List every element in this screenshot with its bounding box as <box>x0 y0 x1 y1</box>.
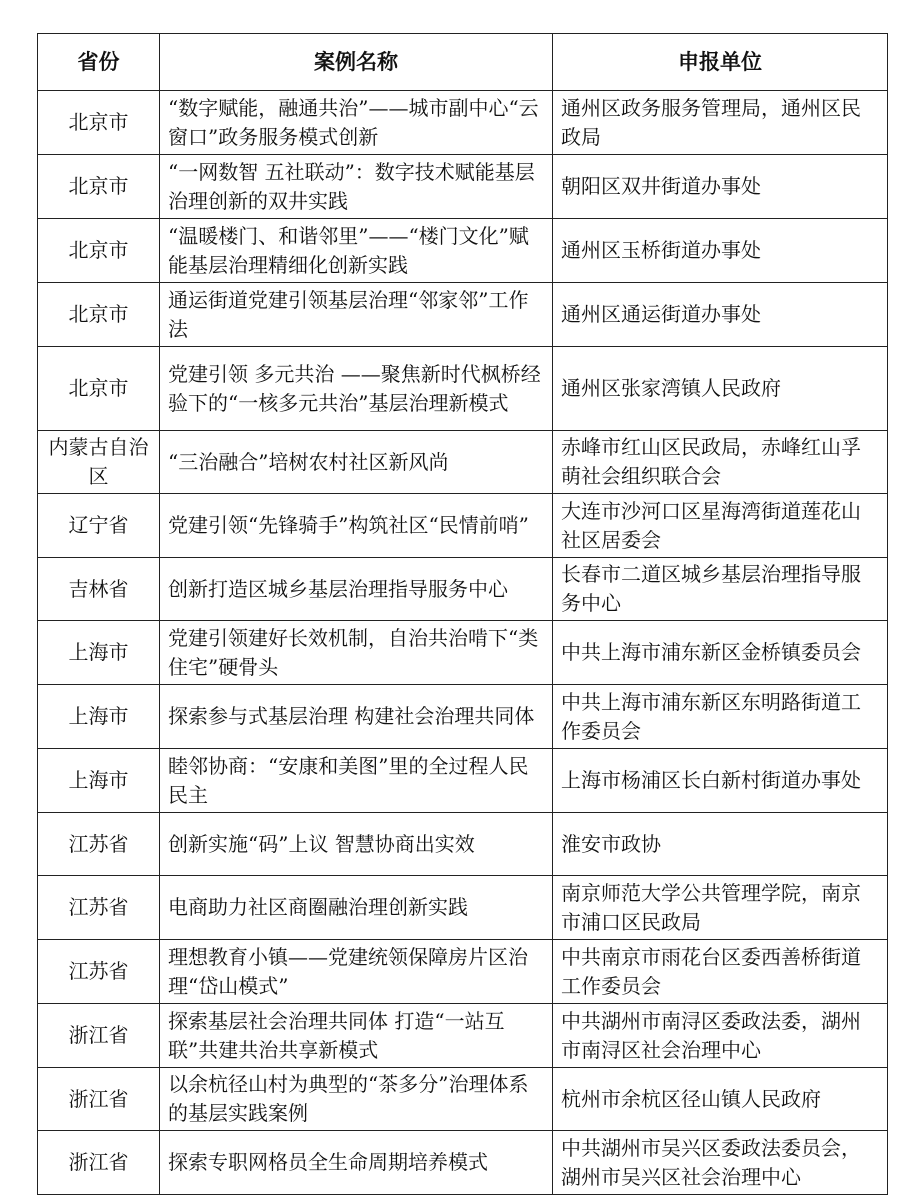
unit-cell: 淮安市政协 <box>553 813 888 876</box>
table-row <box>38 347 888 431</box>
case-name-cell: “一网数智 五社联动”：数字技术赋能基层治理创新的双井实践 <box>160 155 553 219</box>
table-row <box>38 283 888 347</box>
table-row <box>38 558 888 621</box>
province-cell: 浙江省 <box>38 1004 160 1068</box>
case-name-cell: 创新实施“码”上议 智慧协商出实效 <box>160 813 553 876</box>
unit-cell: 长春市二道区城乡基层治理指导服务中心 <box>553 558 888 621</box>
unit-cell: 大连市沙河口区星海湾街道莲花山社区居委会 <box>553 494 888 558</box>
unit-cell: 通州区政务服务管理局，通州区民政局 <box>553 91 888 155</box>
province-cell: 北京市 <box>38 155 160 219</box>
table-row <box>38 1131 888 1195</box>
table-row <box>38 813 888 876</box>
header-province: 省份 <box>38 34 160 91</box>
unit-cell: 中共湖州市南浔区委政法委，湖州市南浔区社会治理中心 <box>553 1004 888 1068</box>
unit-cell: 通州区玉桥街道办事处 <box>553 219 888 283</box>
case-name-cell: 党建引领建好长效机制，自治共治啃下“类住宅”硬骨头 <box>160 621 553 685</box>
case-name-cell: 通运街道党建引领基层治理“邻家邻”工作法 <box>160 283 553 347</box>
unit-cell: 中共上海市浦东新区金桥镇委员会 <box>553 621 888 685</box>
table-row <box>38 155 888 219</box>
province-cell: 辽宁省 <box>38 494 160 558</box>
table-row <box>38 431 888 494</box>
province-cell: 内蒙古自治区 <box>38 431 160 494</box>
table-row <box>38 876 888 940</box>
province-cell: 浙江省 <box>38 1131 160 1195</box>
case-name-cell: “数字赋能，融通共治”——城市副中心“云窗口”政务服务模式创新 <box>160 91 553 155</box>
unit-cell: 中共南京市雨花台区委西善桥街道工作委员会 <box>553 940 888 1004</box>
unit-cell: 通州区通运街道办事处 <box>553 283 888 347</box>
table-row <box>38 1068 888 1131</box>
province-cell: 北京市 <box>38 347 160 431</box>
table-row <box>38 219 888 283</box>
province-cell: 上海市 <box>38 749 160 813</box>
case-name-cell: 电商助力社区商圈融治理创新实践 <box>160 876 553 940</box>
unit-cell: 南京师范大学公共管理学院，南京市浦口区民政局 <box>553 876 888 940</box>
table-row <box>38 494 888 558</box>
table-row <box>38 685 888 749</box>
cases-table <box>37 33 888 1195</box>
province-cell: 北京市 <box>38 219 160 283</box>
unit-cell: 中共上海市浦东新区东明路街道工作委员会 <box>553 685 888 749</box>
unit-cell: 通州区张家湾镇人民政府 <box>553 347 888 431</box>
unit-cell: 中共湖州市吴兴区委政法委员会，湖州市吴兴区社会治理中心 <box>553 1131 888 1195</box>
table-header-row <box>38 34 888 91</box>
table-row <box>38 91 888 155</box>
unit-cell: 朝阳区双井街道办事处 <box>553 155 888 219</box>
table-row <box>38 940 888 1004</box>
unit-cell: 杭州市余杭区径山镇人民政府 <box>553 1068 888 1131</box>
province-cell: 江苏省 <box>38 876 160 940</box>
table-row <box>38 621 888 685</box>
province-cell: 江苏省 <box>38 813 160 876</box>
case-name-cell: 理想教育小镇——党建统领保障房片区治理“岱山模式” <box>160 940 553 1004</box>
unit-cell: 上海市杨浦区长白新村街道办事处 <box>553 749 888 813</box>
province-cell: 北京市 <box>38 283 160 347</box>
case-name-cell: 探索基层社会治理共同体 打造“一站互联”共建共治共享新模式 <box>160 1004 553 1068</box>
case-name-cell: “温暖楼门、和谐邻里”——“楼门文化”赋能基层治理精细化创新实践 <box>160 219 553 283</box>
case-name-cell: 探索参与式基层治理 构建社会治理共同体 <box>160 685 553 749</box>
province-cell: 上海市 <box>38 685 160 749</box>
province-cell: 吉林省 <box>38 558 160 621</box>
case-name-cell: 探索专职网格员全生命周期培养模式 <box>160 1131 553 1195</box>
header-case-name: 案例名称 <box>160 34 553 91</box>
province-cell: 北京市 <box>38 91 160 155</box>
unit-cell: 赤峰市红山区民政局，赤峰红山孚萌社会组织联合会 <box>553 431 888 494</box>
case-name-cell: 睦邻协商：“安康和美图”里的全过程人民民主 <box>160 749 553 813</box>
case-name-cell: 党建引领“先锋骑手”构筑社区“民情前哨” <box>160 494 553 558</box>
province-cell: 浙江省 <box>38 1068 160 1131</box>
table-row <box>38 749 888 813</box>
province-cell: 江苏省 <box>38 940 160 1004</box>
case-name-cell: 创新打造区城乡基层治理指导服务中心 <box>160 558 553 621</box>
table-row <box>38 1004 888 1068</box>
case-name-cell: 以余杭径山村为典型的“茶多分”治理体系的基层实践案例 <box>160 1068 553 1131</box>
case-name-cell: “三治融合”培树农村社区新风尚 <box>160 431 553 494</box>
case-name-cell: 党建引领 多元共治 ——聚焦新时代枫桥经验下的“一核多元共治”基层治理新模式 <box>160 347 553 431</box>
province-cell: 上海市 <box>38 621 160 685</box>
header-unit: 申报单位 <box>553 34 888 91</box>
